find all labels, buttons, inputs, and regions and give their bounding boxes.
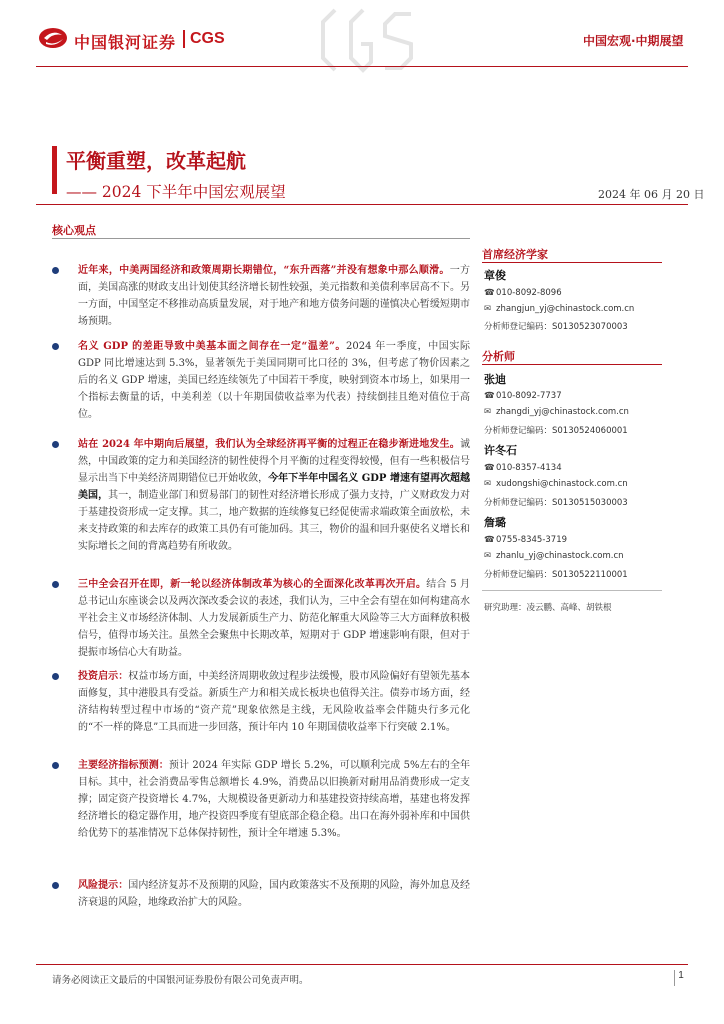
analyst-heading: 分析师: [482, 350, 515, 363]
key-point-7: [52, 877, 470, 913]
email-icon: ✉: [484, 407, 492, 417]
key-point-lead: 三中全会召开在即，新一轮以经济体制改革为核心的全面深化改革再次开启。: [78, 579, 427, 590]
footer-divider: [36, 964, 688, 965]
phone-icon: ☎: [484, 288, 495, 298]
analyst-email[interactable]: ✉ xudongshi@chinastock.com.cn: [484, 479, 628, 489]
key-point-1: [52, 262, 470, 326]
key-point-body: 2024 年一季度，中国实际 GDP 同比增速达到 5.3%，显著领先于美国同期可比口径的 3%，但考虑了物价因素之后的名义 GDP 增速，美国已经连续领先了中国若干季度，映射到资本市场上，如果用一个指标去衡量的话，中美利差（以十年期国债收益率为代表）持续倒挂且绝对值位于高位。: [78, 341, 470, 420]
key-point-body: 权益市场方面，中美经济周期收敛过程步法缓慢，股市风险偏好有望领先基本面修复，其中港股具有受益。新质生产力和相关成长板块也值得关注。债券市场方面，经济结构转型过程中市场的“资产荒”现象依然是主线，无风险收益率会伴随央行多元化的“不一样的降息”工具而进一步回落，预计年内 10 年期国债收益率下行突破 2.1%。: [78, 671, 471, 733]
bullet-dot-icon: [52, 882, 59, 889]
email-icon: ✉: [484, 551, 492, 561]
key-point-tail: 其一，制造业部门和贸易部门的韧性对经济增长形成了强力支持，广义财政发力对于基建投资形成一定支撑。其二，地产数据的连续修复已经促使需求端政策全面放松，未来支持政策的和去库存的政策工具仍有可能加码。其三，物价的温和回升驱使名义增长和实际增长之间的背离趋势有所收敛。: [78, 490, 471, 552]
phone-icon: ☎: [484, 463, 495, 473]
core-views-divider: [52, 238, 470, 239]
bullet-dot-icon: [52, 673, 59, 680]
page-number: 1: [674, 970, 687, 986]
key-point-body: 诚然，中国政策的定力和美国经济的韧性使得个月平衡的过程变得较慢，但有一些积极信号显示出当下中美经济周期错位已开始收敛，: [78, 439, 470, 484]
key-point-lead: 风险提示：: [78, 880, 129, 891]
chief-email[interactable]: ✉ zhangjun_yj@chinastock.com.cn: [484, 304, 635, 314]
report-category: 中国宏观·中期展望: [583, 34, 684, 48]
analyst-phone: ☎010-8357-4134: [484, 463, 562, 473]
chief-heading-divider: [482, 262, 662, 263]
email-icon: ✉: [484, 479, 492, 489]
chief-cert: 分析师登记编码：S0130523070003: [484, 322, 628, 332]
analyst-phone: ☎0755-8345-3719: [484, 535, 568, 545]
bullet-dot-icon: [52, 267, 59, 274]
bullet-dot-icon: [52, 762, 59, 769]
title-accent-bar: [52, 146, 57, 194]
cgs-logo-icon: [38, 27, 68, 49]
phone-icon: ☎: [484, 391, 495, 401]
key-point-lead: 近年来，中美两国经济和政策周期长期错位，“东升西落”并没有想象中那么顺滑。: [78, 265, 450, 276]
chief-phone: ☎010-8092-8096: [484, 288, 562, 298]
analyst-name: 詹璐: [484, 516, 506, 529]
analyst-phone: ☎010-8092-7737: [484, 391, 562, 401]
phone-icon: ☎: [484, 535, 495, 545]
key-point-lead: 名义 GDP 的差距导致中美基本面之间存在一定“温差”。: [78, 341, 347, 352]
analyst-email[interactable]: ✉ zhangdi_yj@chinastock.com.cn: [484, 407, 629, 417]
assistant-divider: [482, 590, 662, 591]
logo-abbreviation: CGS: [190, 30, 225, 47]
logo-separator: [183, 30, 185, 48]
research-assistants: 研究助理：凌云鹏、高峰、胡铁根: [484, 603, 612, 613]
analyst-cert: 分析师登记编码：S0130524060001: [484, 426, 628, 436]
bullet-dot-icon: [52, 441, 59, 448]
analyst-cert: 分析师登记编码：S0130522110001: [484, 570, 628, 580]
bullet-dot-icon: [52, 343, 59, 350]
cgs-watermark-icon: [315, 0, 425, 80]
key-point-5: [52, 668, 470, 748]
key-point-lead: 主要经济指标预测：: [78, 760, 169, 771]
analyst-name: 许冬石: [484, 444, 517, 457]
email-icon: ✉: [484, 304, 492, 314]
chief-economist-name: 章俊: [484, 269, 506, 282]
bullet-dot-icon: [52, 581, 59, 588]
report-date: 2024 年 06 月 20 日: [598, 188, 705, 201]
core-views-heading: 核心观点: [52, 224, 96, 237]
header-divider: [36, 66, 688, 67]
disclaimer-text: 请务必阅读正文最后的中国银河证券股份有限公司免责声明。: [52, 975, 309, 986]
key-point-lead: 投资启示：: [78, 671, 129, 682]
key-point-6: [52, 757, 470, 853]
key-point-4: [52, 576, 470, 656]
key-point-lead: 站在 2024 年中期向后展望，我们认为全球经济再平衡的过程正在稳步渐进地发生。: [78, 439, 460, 450]
report-subtitle: —— 2024 下半年中国宏观展望: [66, 183, 286, 201]
chief-economist-heading: 首席经济学家: [482, 248, 548, 261]
report-title: 平衡重塑，改革起航: [66, 149, 246, 173]
key-point-2: [52, 338, 470, 418]
analyst-heading-divider: [482, 364, 662, 365]
analyst-email[interactable]: ✉ zhanlu_yj@chinastock.com.cn: [484, 551, 624, 561]
key-point-emphasis: 今年下半年中国名义 GDP 增速有望再次超越美国，: [78, 473, 470, 501]
title-divider: [36, 204, 688, 205]
analyst-name: 张迪: [484, 373, 506, 386]
key-point-body: 预计 2024 年实际 GDP 增长 5.2%，可以顺利完成 5%左右的全年目标。其中，社会消费品零售总额增长 4.9%，消费品以旧换新对耐用品消费形成一定支撑；固定资产投资增长 4.7%，大规模设备更新动力和基建投资持续高增，基建也将发挥经济增长的稳定器作用，地产投资四季度有望底部企稳企稳。出口在海外弱补库和中国供给优势下的基准情况下总体保持韧性，预计全年增速 5.3%。: [78, 760, 471, 839]
key-point-body: 国内经济复苏不及预期的风险，国内政策落实不及预期的风险，海外加息及经济衰退的风险，地缘政治扩大的风险。: [78, 880, 471, 908]
key-point-3: [52, 436, 470, 568]
key-point-body: 一方面，美国高涨的财政支出计划使其经济增长韧性较强，美元指数和美债利率居高不下。另一方面，中国坚定不移推动高质量发展，对于地产和地方债务问题的谨慎决心暂缓短期市场预期。: [78, 265, 470, 327]
key-point-body: 结合 5 月总书记山东座谈会以及两次深改委会议的表述，我们认为，三中全会有望在如何构建高水平社会主义市场经济体制、人力发展新质生产力、防范化解重大风险等三大方面释放积极信号，值得市场关注。虽然全会聚焦中长期改革，短期对于 GDP 增速影响有限，但对于提振市场信心大有助益。: [78, 579, 470, 658]
analyst-cert: 分析师登记编码：S0130515030003: [484, 498, 628, 508]
logo-company-name: 中国银河证券: [74, 33, 177, 52]
